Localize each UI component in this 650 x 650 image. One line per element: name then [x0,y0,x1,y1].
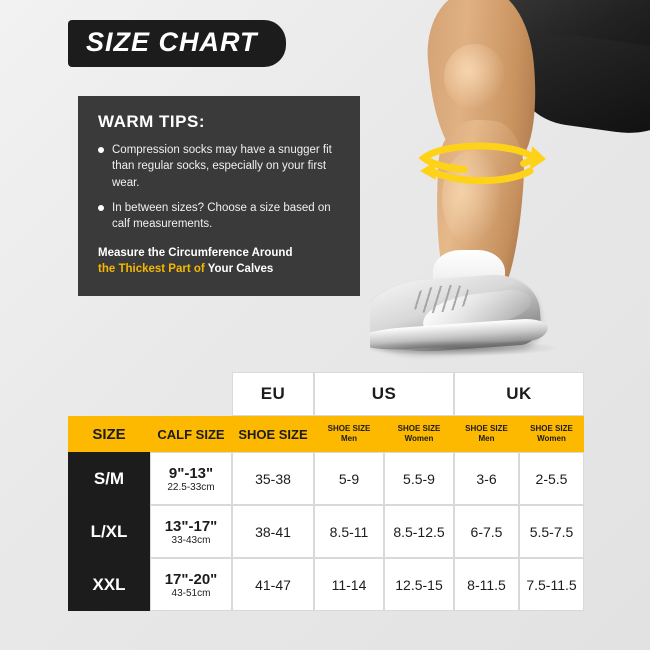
calf-cm: 43-51cm [171,587,211,599]
page-title: SIZE CHART [86,27,258,57]
col-header-us-men-line1: SHOE SIZE [327,424,371,433]
table-row: XXL [68,558,150,611]
calf-measure-arrow-icon [410,140,550,200]
table-row [150,558,232,611]
col-header-uk-women-line1: SHOE SIZE [530,424,573,433]
measure-highlight: the Thickest Part of [98,263,205,276]
knee-highlight [444,44,506,110]
col-header-us-men-line2: Men [341,434,357,443]
shoe-shadow [370,340,560,356]
col-header-eu-shoe: SHOE SIZE [232,416,314,452]
table-row: 11-14 [314,558,384,611]
warm-tips-panel [78,96,360,296]
table-row: 3-6 [454,452,519,505]
measure-tail: Your Calves [204,263,274,276]
list-item: In between sizes? Choose a size based on calf measurements. [98,200,344,233]
table-row: 38-41 [232,505,314,558]
table-row [150,452,232,505]
col-header-us-men [314,416,384,452]
table-row: 12.5-15 [384,558,454,611]
col-header-calf: CALF SIZE [150,416,232,452]
table-row: 8.5-11 [314,505,384,558]
table-row: 35-38 [232,452,314,505]
size-table [68,372,584,612]
table-row: L/XL [68,505,150,558]
table-row: S/M [68,452,150,505]
calf-inch: 9"-13" [168,464,214,482]
size-chart-banner [68,20,286,67]
col-header-uk-women [519,416,584,452]
table-row: 2-5.5 [519,452,584,505]
calf-inch: 13"-17" [164,517,218,535]
table-row: 5.5-9 [384,452,454,505]
table-row: 8-11.5 [454,558,519,611]
col-header-us-women-line1: SHOE SIZE [397,424,441,433]
calf-inch: 17"-20" [164,570,218,588]
warm-tips-list [98,142,344,233]
col-header-us-women-line2: Women [404,434,434,443]
col-header-uk-men [454,416,519,452]
region-header-uk: UK [454,372,584,416]
calf-cm: 22.5-33cm [167,481,215,493]
table-row: 7.5-11.5 [519,558,584,611]
measure-line1: Measure the Circumference Around [98,246,293,259]
table-row: 8.5-12.5 [384,505,454,558]
list-item: Compression socks may have a snugger fit than regular socks, especially on your first wear. [98,142,344,191]
table-row [150,505,232,558]
region-header-us: US [314,372,454,416]
table-row: 5-9 [314,452,384,505]
col-header-uk-men-line2: Men [478,434,495,443]
calf-cm: 33-43cm [171,534,211,546]
measure-instruction [98,245,344,278]
product-photo [370,0,650,370]
warm-tips-title: WARM TIPS: [98,112,205,131]
col-header-us-women [384,416,454,452]
col-header-uk-men-line1: SHOE SIZE [465,424,508,433]
table-row: 6-7.5 [454,505,519,558]
table-row: 41-47 [232,558,314,611]
col-header-uk-women-line2: Women [537,434,566,443]
region-header-eu: EU [232,372,314,416]
col-header-size: SIZE [68,416,150,452]
table-row: 5.5-7.5 [519,505,584,558]
